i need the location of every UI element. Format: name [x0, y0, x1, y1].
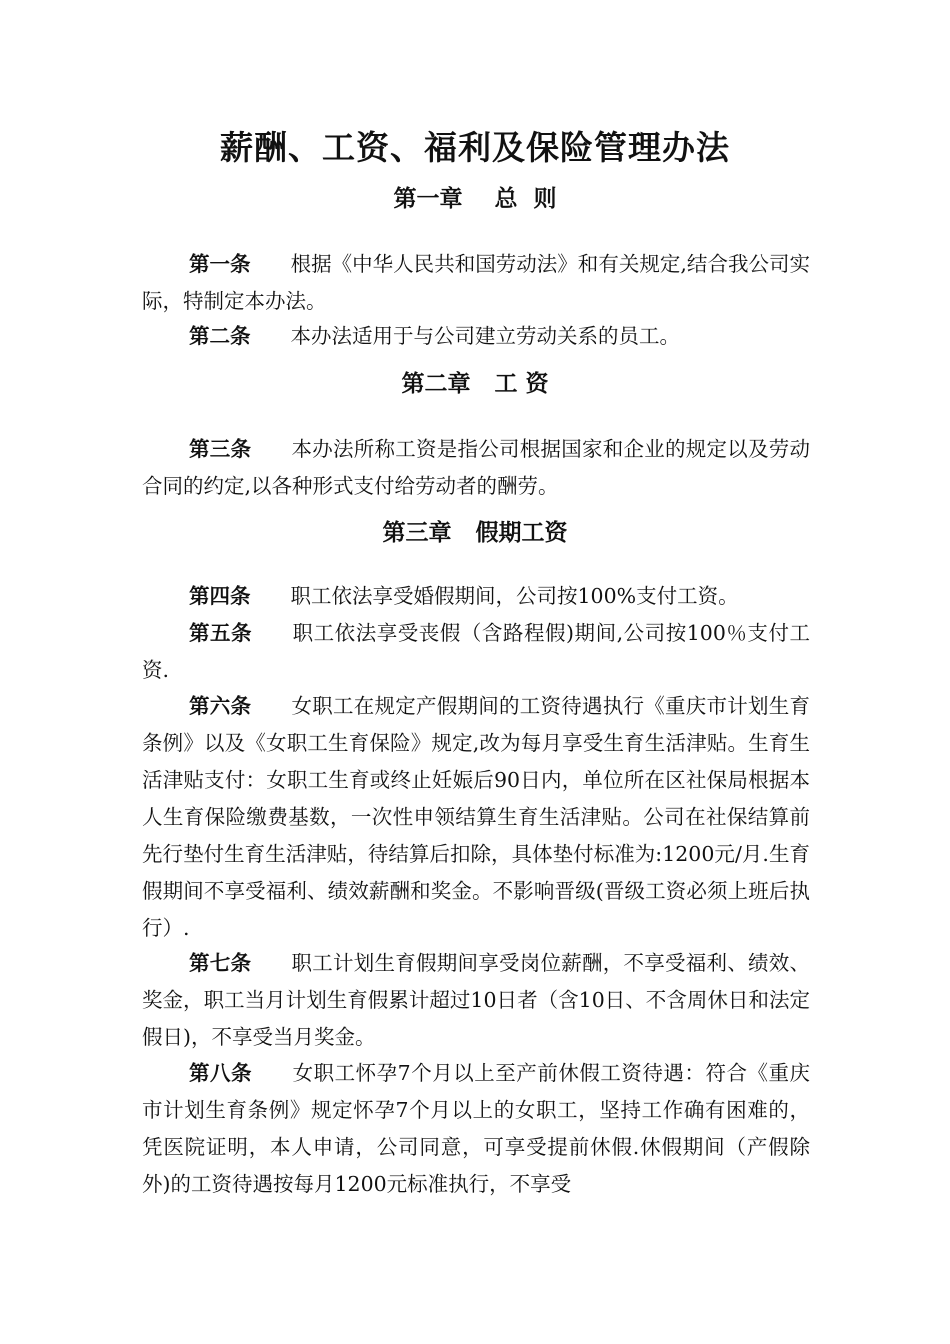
chapter-heading-2: 第二章 工 资 — [401, 371, 549, 397]
article-5 — [142, 615, 810, 689]
article-3 — [142, 431, 810, 505]
article-number: 第四条 — [189, 584, 251, 608]
article-4 — [142, 578, 810, 615]
article-text: 本办法所称工资是指公司根据国家和企业的规定以及劳动合同的约定,以各种形式支付给劳动者的酬劳。 — [142, 437, 810, 498]
article-number: 第三条 — [189, 437, 252, 461]
chapter-heading-1: 第一章 总 则 — [393, 186, 557, 212]
article-text: 根据《中华人民共和国劳动法》和有关规定,结合我公司实际，特制定本办法。 — [142, 252, 811, 313]
article-text: 女职工怀孕7个月以上至产前休假工资待遇：符合《重庆市计划生育条例》规定怀孕7个月以上的女职工，坚持工作确有困难的，凭医院证明，本人申请，公司同意，可享受提前休假.休假期间（产假除外)的工资待遇按每月1200元标准执行，不享受 — [142, 1061, 811, 1196]
article-number: 第七条 — [189, 951, 252, 975]
article-number: 第一条 — [189, 252, 251, 276]
article-number: 第五条 — [189, 621, 253, 645]
article-text: 本办法适用于与公司建立劳动关系的员工。 — [290, 324, 680, 348]
article-7 — [142, 945, 810, 1056]
article-number: 第六条 — [189, 694, 252, 718]
document-title: 薪酬、工资、福利及保险管理办法 — [220, 128, 730, 167]
article-number: 第二条 — [189, 324, 251, 348]
chapter-heading-3: 第三章 假期工资 — [382, 520, 568, 546]
article-6 — [142, 688, 810, 947]
article-text: 女职工在规定产假期间的工资待遇执行《重庆市计划生育条例》以及《女职工生育保险》规定,改为每月享受生育生活津贴。生育生活津贴支付：女职工生育或终止妊娠后90日内，单位所在区社保局根据本人生育保险缴费基数，一次性申领结算生育生活津贴。公司在社保结算前先行垫付生育生活津贴，待结算后扣除，具体垫付标准为:1200元/月.生育假期间不享受福利、绩效薪酬和奖金。不影响晋级(晋级工资必须上班后执行）. — [142, 694, 810, 940]
article-1 — [142, 246, 810, 320]
article-2 — [142, 318, 810, 355]
article-number: 第八条 — [189, 1061, 253, 1085]
article-text: 职工依法享受婚假期间，公司按100%支付工资。 — [290, 584, 739, 608]
article-8 — [142, 1055, 810, 1203]
article-text: 职工依法享受丧假（含路程假)期间,公司按100％支付工资. — [142, 621, 810, 682]
article-text: 职工计划生育假期间享受岗位薪酬，不享受福利、绩效、奖金，职工当月计划生育假累计超过10日者（含10日、不含周休日和法定假日)，不享受当月奖金。 — [142, 951, 810, 1049]
